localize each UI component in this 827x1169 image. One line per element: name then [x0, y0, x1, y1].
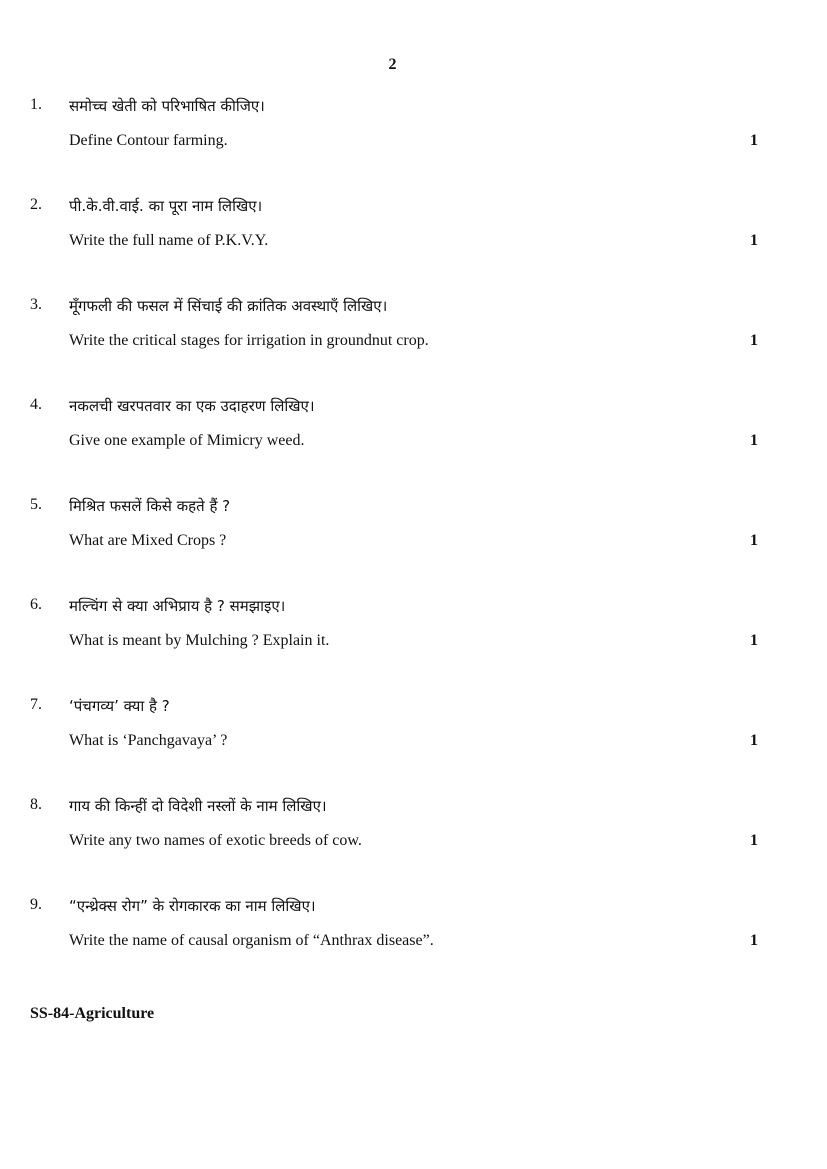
question-english-text: What is meant by Mulching ? Explain it.: [69, 632, 330, 649]
question-item: [0, 196, 827, 256]
question-marks: 1: [750, 532, 758, 549]
question-hindi-text: पी.के.वी.वाई. का पूरा नाम लिखिए।: [69, 197, 263, 215]
question-marks: 1: [750, 232, 758, 249]
question-hindi-text: मल्चिंग से क्या अभिप्राय है ? समझाइए।: [69, 597, 286, 615]
question-item: [0, 496, 827, 556]
footer-paper-code: SS-84-Agriculture: [30, 1005, 155, 1022]
question-english-text: Write the name of causal organism of “Anthrax disease”.: [69, 932, 434, 949]
question-english-text: Write any two names of exotic breeds of cow.: [69, 832, 362, 849]
question-item: [0, 96, 827, 156]
page-number: 2: [388, 56, 397, 73]
question-english-text: Write the full name of P.K.V.Y.: [69, 232, 269, 249]
question-hindi-text: नकलची खरपतवार का एक उदाहरण लिखिए।: [69, 397, 315, 415]
question-marks: 1: [750, 332, 758, 349]
question-item: [0, 596, 827, 656]
question-number: 3.: [30, 296, 42, 313]
question-hindi-text: गाय की किन्हीं दो विदेशी नस्लों के नाम लिखिए।: [69, 797, 327, 815]
question-hindi-text: मिश्रित फसलें किसे कहते हैं ?: [69, 497, 231, 515]
question-item: [0, 896, 827, 956]
question-number: 1.: [30, 96, 42, 113]
question-hindi-text: ‘पंचगव्य’ क्या है ?: [69, 697, 170, 715]
question-english-text: Define Contour farming.: [69, 132, 228, 149]
question-number: 2.: [30, 196, 42, 213]
question-hindi-text: “एन्थ्रेक्स रोग” के रोगकारक का नाम लिखिए।: [69, 897, 316, 915]
question-item: [0, 796, 827, 856]
question-marks: 1: [750, 632, 758, 649]
question-marks: 1: [750, 932, 758, 949]
question-number: 4.: [30, 396, 42, 413]
question-english-text: What are Mixed Crops ?: [69, 532, 227, 549]
question-hindi-text: समोच्च खेती को परिभाषित कीजिए।: [69, 97, 265, 115]
question-marks: 1: [750, 732, 758, 749]
question-item: [0, 696, 827, 756]
question-marks: 1: [750, 132, 758, 149]
question-english-text: What is ‘Panchgavaya’ ?: [69, 732, 228, 749]
question-number: 5.: [30, 496, 42, 513]
question-hindi-text: मूँगफली की फसल में सिंचाई की क्रांतिक अवस्थाएँ लिखिए।: [69, 297, 388, 315]
question-number: 7.: [30, 696, 42, 713]
question-marks: 1: [750, 432, 758, 449]
question-marks: 1: [750, 832, 758, 849]
question-english-text: Write the critical stages for irrigation in groundnut crop.: [69, 332, 429, 349]
question-item: [0, 296, 827, 356]
question-number: 8.: [30, 796, 42, 813]
question-number: 6.: [30, 596, 42, 613]
question-number: 9.: [30, 896, 42, 913]
question-item: [0, 396, 827, 456]
question-english-text: Give one example of Mimicry weed.: [69, 432, 305, 449]
